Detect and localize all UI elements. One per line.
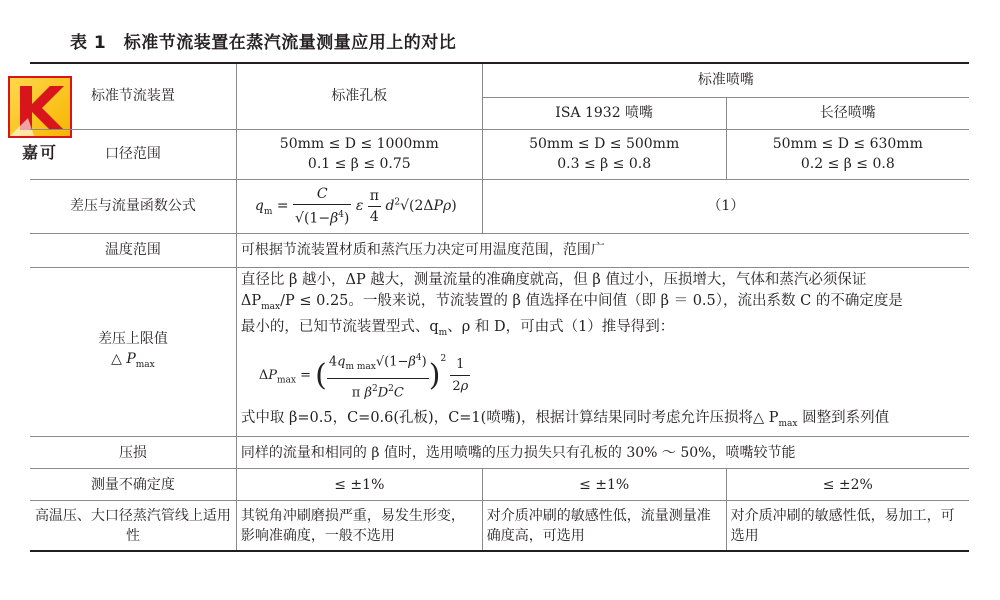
isa-beta-range: 0.3 ≤ β ≤ 0.8 xyxy=(557,156,652,172)
pmax-symbol: △ $P_{max}$ xyxy=(111,351,155,370)
pmax-line-3: 最小的，已知节流装置型式、$q_m$、ρ 和 D，可由式（1）推导得到： xyxy=(240,319,675,339)
cell-isa-application: 对介质冲刷的敏感性低，流量测量准确度高，可选用 xyxy=(482,501,726,551)
long-beta-range: 0.2 ≤ β ≤ 0.8 xyxy=(800,156,895,172)
header-nozzle: 标准喷嘴 xyxy=(482,63,969,97)
orifice-d-range: 50mm ≤ D ≤ 1000mm xyxy=(279,136,439,152)
cell-isa-diameter xyxy=(482,129,726,179)
header-isa-nozzle: ISA 1932 喷嘴 xyxy=(482,97,726,129)
pmax-line-2: $\Delta P_{max}/P \le 0.25$。一般来说，节流装置的 β 值选择在中间值（即 β ＝ 0.5），流出系数 C 的不确定度是 xyxy=(240,292,903,312)
cell-formula xyxy=(236,179,482,233)
pmax-line-4: 式中取 β=0.5，C=0.6(孔板)，C=1(喷嘴)，根据计算结果同时考虑允许压损将△ $P_{max}$ 圆整到系列值 xyxy=(240,409,890,429)
orifice-beta-range: 0.1 ≤ β ≤ 0.75 xyxy=(307,156,411,172)
row-label-diameter: 口径范围 xyxy=(30,129,236,179)
cell-loss: 同样的流量和相同的 β 值时，选用喷嘴的压力损失只有孔板的 30% ～ 50%，喷嘴较节能 xyxy=(236,437,969,469)
row-label-pmax xyxy=(30,267,236,437)
pmax-formula: $\Delta P_{max}$ = ( $\frac{4q_{m max}√(1-\beta^4)}{\pi \beta^2D^2C}$ )$^2$ $\frac{1}{2\rho}$ xyxy=(241,344,965,407)
cell-long-diameter xyxy=(726,129,969,179)
formula-eq-number: （1） xyxy=(482,179,969,233)
comparison-table xyxy=(30,62,969,552)
header-orifice: 标准孔板 xyxy=(236,63,482,129)
header-device: 标准节流装置 xyxy=(30,63,236,129)
row-label-formula: 差压与流量函数公式 xyxy=(30,179,236,233)
cell-long-application: 对介质冲刷的敏感性低，易加工，可选用 xyxy=(726,501,969,551)
cell-pmax xyxy=(236,267,969,437)
isa-d-range: 50mm ≤ D ≤ 500mm xyxy=(529,136,680,152)
row-label-loss: 压损 xyxy=(30,437,236,469)
row-label-application: 高温压、大口径蒸汽管线上适用性 xyxy=(30,501,236,551)
cell-temperature: 可根据节流装置材质和蒸汽压力决定可用温度范围，范围广 xyxy=(236,233,969,267)
cell-orifice-diameter xyxy=(236,129,482,179)
cell-long-uncertainty: ≤ ±2% xyxy=(726,469,969,501)
cell-orifice-uncertainty: ≤ ±1% xyxy=(236,469,482,501)
pmax-label: 差压上限值 xyxy=(97,331,168,348)
header-long-nozzle: 长径喷嘴 xyxy=(726,97,969,129)
long-d-range: 50mm ≤ D ≤ 630mm xyxy=(772,136,923,152)
row-label-temperature: 温度范围 xyxy=(30,233,236,267)
cell-isa-uncertainty: ≤ ±1% xyxy=(482,469,726,501)
logo-text: 嘉可 xyxy=(22,143,59,162)
flow-formula: $q_m$ = $\frac{C}{√(1-\beta^4)}$ ε $\frac{\pi}{4}$ $d^2√(2\Delta P\rho)$ xyxy=(254,185,457,227)
table-title: 表 1 标准节流装置在蒸汽流量测量应用上的对比 xyxy=(70,33,457,53)
pmax-line-1: 直径比 β 越小，ΔP 越大，测量流量的准确度就高，但 β 值过小，压损增大，气体和蒸汽必须保证 xyxy=(240,271,867,288)
row-label-uncertainty: 测量不确定度 xyxy=(30,469,236,501)
cell-orifice-application: 其锐角冲刷磨损严重，易发生形变，影响准确度，一般不选用 xyxy=(236,501,482,551)
